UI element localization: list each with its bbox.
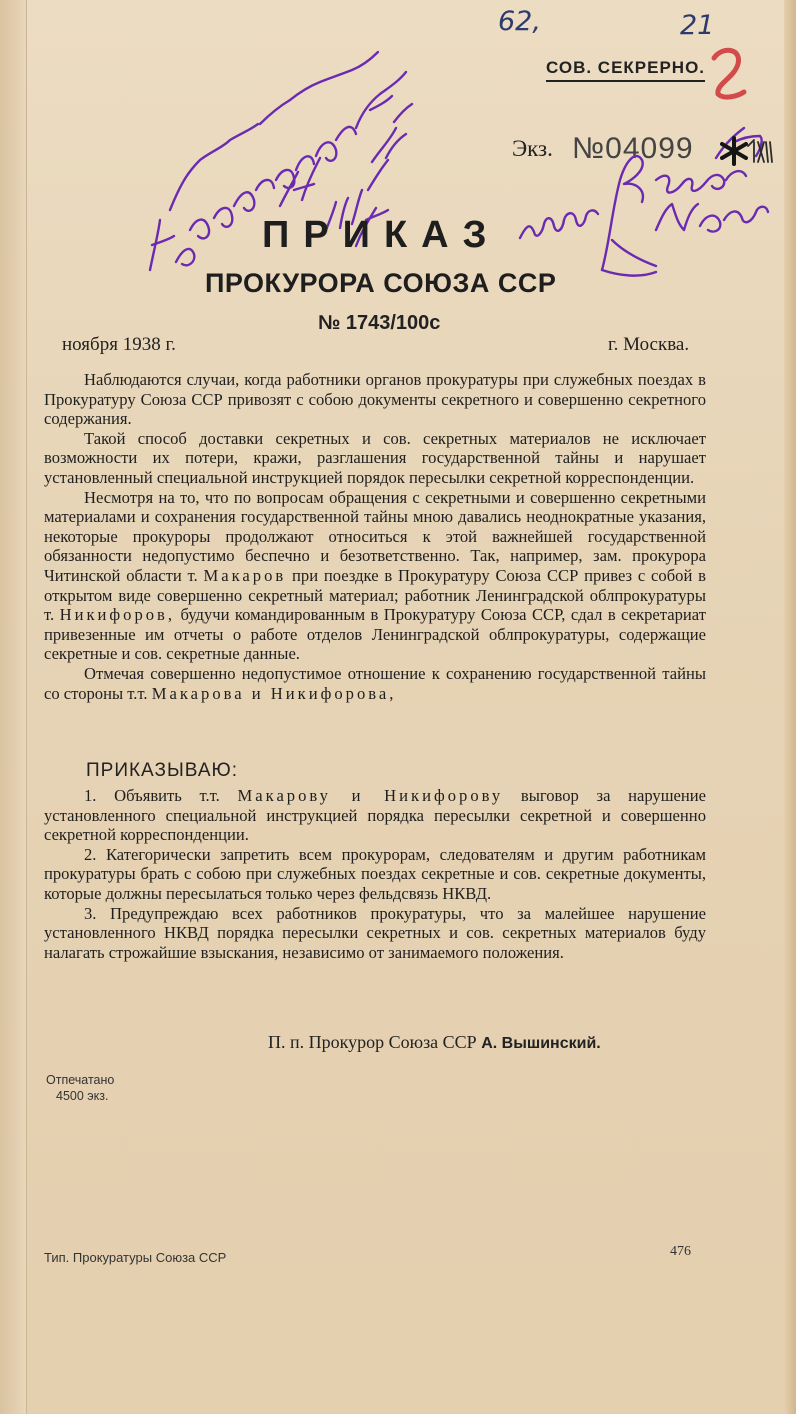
asterisk-stamp: [720, 132, 776, 176]
order-preamble: [44, 370, 706, 703]
order-item: 3. Предупреждаю всех работников прокуратуры, что за малейшее нарушение установленного НКВД порядка пересылки секретных и сов. секретных материалов буду налагать строжайшие взыскания, независимо от занимаемого положения.: [44, 903, 706, 962]
paragraph-text: при поездке в Прокуратуру Союза ССР привез с собой в открытом виде совершенно секретный материал; работник Ленинградской облпрокуратуры т.: [44, 565, 706, 625]
paragraph: [44, 488, 706, 664]
print-note-line: Отпечатано: [46, 1073, 115, 1087]
printer-imprint: Тип. Прокуратуры Союза ССР: [44, 1250, 227, 1265]
order-date: ноября 1938 г.: [62, 334, 176, 355]
page-number: 476: [670, 1244, 691, 1259]
red-pencil-mark: [708, 44, 748, 104]
person-names: Макарова и Никифорова,: [151, 683, 397, 703]
paragraph: Наблюдаются случаи, когда работники органов прокуратуры при служебных поездах в Прокуратуру Союза ССР привозят с собою документы секретного и совершенно секретного содержания.: [44, 370, 706, 429]
paragraph-text: будучи командированным в Прокуратуру Союза ССР, сдал в секретариат привезенные им отчеты о работе отделов Ленинградской облпрокуратуры, содержащие секретные и сов. секретные данные.: [44, 605, 706, 664]
document-title: ПРИКАЗ: [262, 214, 501, 256]
order-number: № 1743/100с: [318, 312, 441, 334]
binding-strip: [0, 0, 27, 1414]
archive-number-left: 62,: [498, 6, 541, 37]
document-issuer: ПРОКУРОРА СОЮЗА ССР: [205, 268, 557, 298]
order-item: 2. Категорически запретить всем прокурорам, следователям и другим работникам прокуратуры брать с собою при служебных поездах секретные и сов. секретные документы, которые должны пересылаться только через фельдсвязь НКВД.: [44, 844, 706, 903]
person-names: Макарову и Никифорову: [237, 786, 504, 805]
print-run-note: [46, 1072, 114, 1104]
item-text: 1. Объявить т.т.: [84, 786, 220, 805]
order-item: [44, 786, 706, 845]
copy-label: Экз.: [512, 136, 553, 161]
signature-prefix: П. п. Прокурор Союза ССР: [268, 1032, 477, 1052]
order-heading: ПРИКАЗЫВАЮ:: [86, 760, 238, 781]
item-text: выговор за нарушение установленного специальной инструкцией порядка пересылки секретной и совершенно секретной корреспонденции.: [44, 786, 706, 845]
paragraph: Такой способ доставки секретных и сов. секретных материалов не исключает возможности их потери, кражи, разглашения государственной тайны и нарушает установленный специальной инструкцией порядок пересылки секретной корреспонденции.: [44, 428, 706, 487]
copy-number: №04099: [572, 132, 694, 165]
paragraph-text: Отмечая совершенно недопустимое отношение к сохранению государственной тайны со стороны т.т.: [44, 663, 706, 703]
person-name: Макаров: [203, 565, 287, 585]
paragraph-text: Несмотря на то, что по вопросам обращения с секретными и совершенно секретными материалами и сохранения государственной тайны мною давались неоднократные указания, некоторые прокуроры продолжают относиться к этой важнейшей государственной обязанности недопустимо беспечно и безответственно. Так, например, зам. прокурора Читинской области т.: [44, 487, 706, 585]
classification-stamp: СОВ. СЕКРЕРНО.: [546, 58, 705, 82]
archive-number-right: 21: [680, 10, 715, 41]
signatory-name: А. Вышинский.: [481, 1035, 601, 1052]
order-items: [44, 786, 706, 962]
signature-line: [268, 1032, 601, 1053]
order-city: г. Москва.: [608, 334, 690, 355]
paragraph: [44, 664, 706, 703]
print-run-count: 4500 экз.: [56, 1089, 109, 1103]
person-name: Никифоров,: [59, 605, 176, 625]
